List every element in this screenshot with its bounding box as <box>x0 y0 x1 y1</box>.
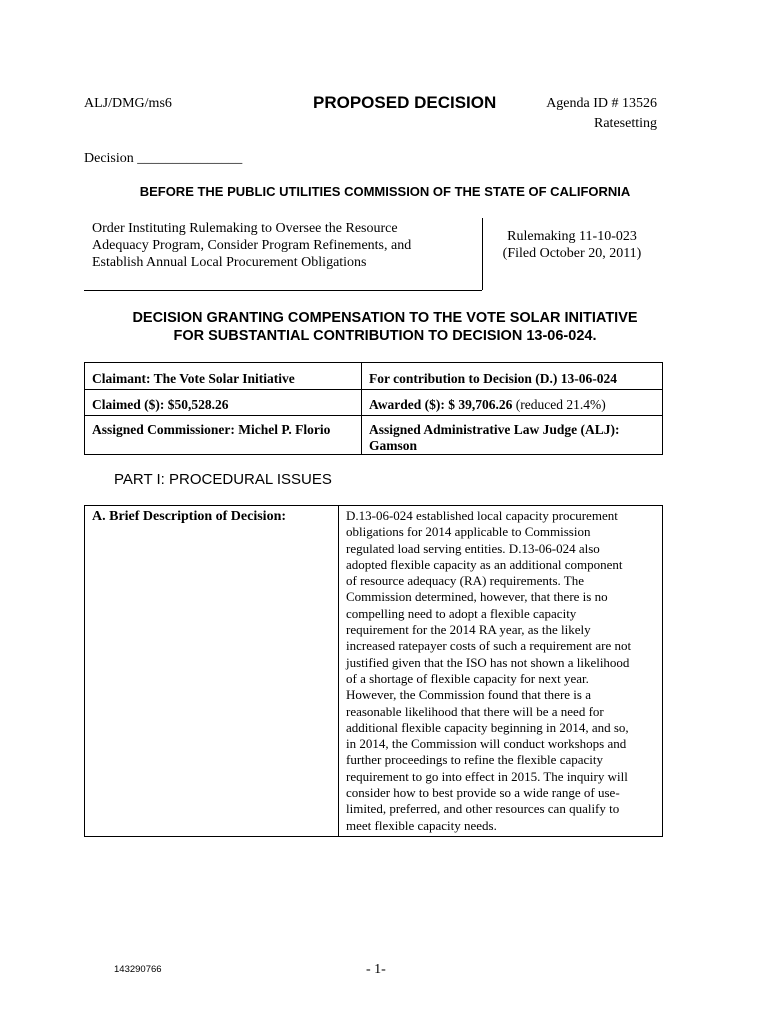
claimant-cell: Claimant: The Vote Solar Initiative <box>92 371 295 386</box>
table-border <box>84 362 663 363</box>
caption-underline <box>84 290 482 291</box>
awarded-amount: Awarded ($): $ 39,706.26 <box>369 397 513 412</box>
part-heading: PART I: PROCEDURAL ISSUES <box>114 471 332 488</box>
table-border <box>338 505 339 837</box>
description-line: reasonable likelihood that there will be a need for <box>346 703 604 719</box>
reduction-note: (reduced 21.4%) <box>512 397 606 412</box>
alj-line: Assigned Administrative Law Judge (ALJ): <box>369 422 620 437</box>
caption-line: Order Instituting Rulemaking to Oversee the Resource <box>92 221 398 236</box>
filed-date: (Filed October 20, 2011) <box>502 246 642 261</box>
assigned-commissioner-cell: Assigned Commissioner: Michel P. Florio <box>92 422 331 437</box>
caption-line: Establish Annual Local Procurement Obligations <box>92 255 367 270</box>
description-line: D.13-06-024 established local capacity procurement <box>346 508 618 523</box>
table-border <box>662 505 663 837</box>
description-line: further proceedings to refine the flexible capacity <box>346 752 603 768</box>
table-border <box>84 454 663 455</box>
document-number: 143290766 <box>114 964 162 975</box>
page-number: - 1- <box>366 962 386 977</box>
docket-code: ALJ/DMG/ms6 <box>84 96 172 111</box>
description-line: regulated load serving entities. D.13-06-024 also <box>346 540 600 556</box>
commission-heading: BEFORE THE PUBLIC UTILITIES COMMISSION OF THE STATE OF CALIFORNIA <box>139 184 631 199</box>
description-line: justified given that the ISO has not shown a likelihood <box>346 654 630 670</box>
description-line: of a shortage of flexible capacity for next year. <box>346 670 589 686</box>
rulemaking-number: Rulemaking 11-10-023 <box>507 229 637 244</box>
caption-line: Adequacy Program, Consider Program Refinements, and <box>92 238 412 253</box>
description-line: additional flexible capacity beginning in 2014, and so, <box>346 719 629 735</box>
table-border <box>662 362 663 455</box>
proceeding-category: Ratesetting <box>594 116 657 131</box>
brief-description-text <box>346 508 631 834</box>
document-status-title: PROPOSED DECISION <box>313 93 497 112</box>
table-border <box>84 415 663 416</box>
table-border <box>84 505 663 506</box>
brief-description-label: A. Brief Description of Decision: <box>92 509 287 524</box>
table-border <box>84 389 663 390</box>
table-border <box>84 362 85 455</box>
description-line: requirement to go into effect in 2015. The inquiry will <box>346 768 628 784</box>
description-line: requirement for the 2014 RA year, as the likely <box>346 622 591 638</box>
description-line: meet flexible capacity needs. <box>346 817 497 833</box>
description-line: adopted flexible capacity as an additional component <box>346 556 623 572</box>
table-border <box>84 505 85 837</box>
description-line: increased ratepayer costs of such a requirement are not <box>346 638 632 654</box>
description-line: compelling need to adopt a flexible capacity <box>346 605 577 621</box>
decision-title-line: FOR SUBSTANTIAL CONTRIBUTION TO DECISION 13-06-024. <box>173 328 597 344</box>
decision-number-line: Decision _______________ <box>84 151 243 166</box>
description-line: obligations for 2014 applicable to Commission <box>346 524 591 540</box>
alj-line: Gamson <box>369 438 418 453</box>
description-line: limited, preferred, and other resources can qualify to <box>346 801 620 817</box>
description-line: of resource adequacy (RA) requirements. The <box>346 573 584 589</box>
decision-title-line: DECISION GRANTING COMPENSATION TO THE VOTE SOLAR INITIATIVE <box>132 310 638 326</box>
agenda-id: Agenda ID # 13526 <box>546 96 657 111</box>
decision-title <box>0 309 770 345</box>
proceeding-caption <box>92 220 411 271</box>
contribution-cell: For contribution to Decision (D.) 13-06-024 <box>369 371 617 386</box>
description-line: However, the Commission found that there is a <box>346 687 591 703</box>
table-border <box>361 362 362 455</box>
table-border <box>84 836 663 837</box>
claimed-amount-cell: Claimed ($): $50,528.26 <box>92 397 229 412</box>
description-line: Commission determined, however, that there is no <box>346 589 608 605</box>
assigned-alj-cell <box>369 422 620 454</box>
description-line: in 2014, the Commission will conduct workshops and <box>346 736 627 752</box>
awarded-amount-cell <box>369 397 606 413</box>
description-line: consider how to best provide so a wide range of use- <box>346 785 620 801</box>
